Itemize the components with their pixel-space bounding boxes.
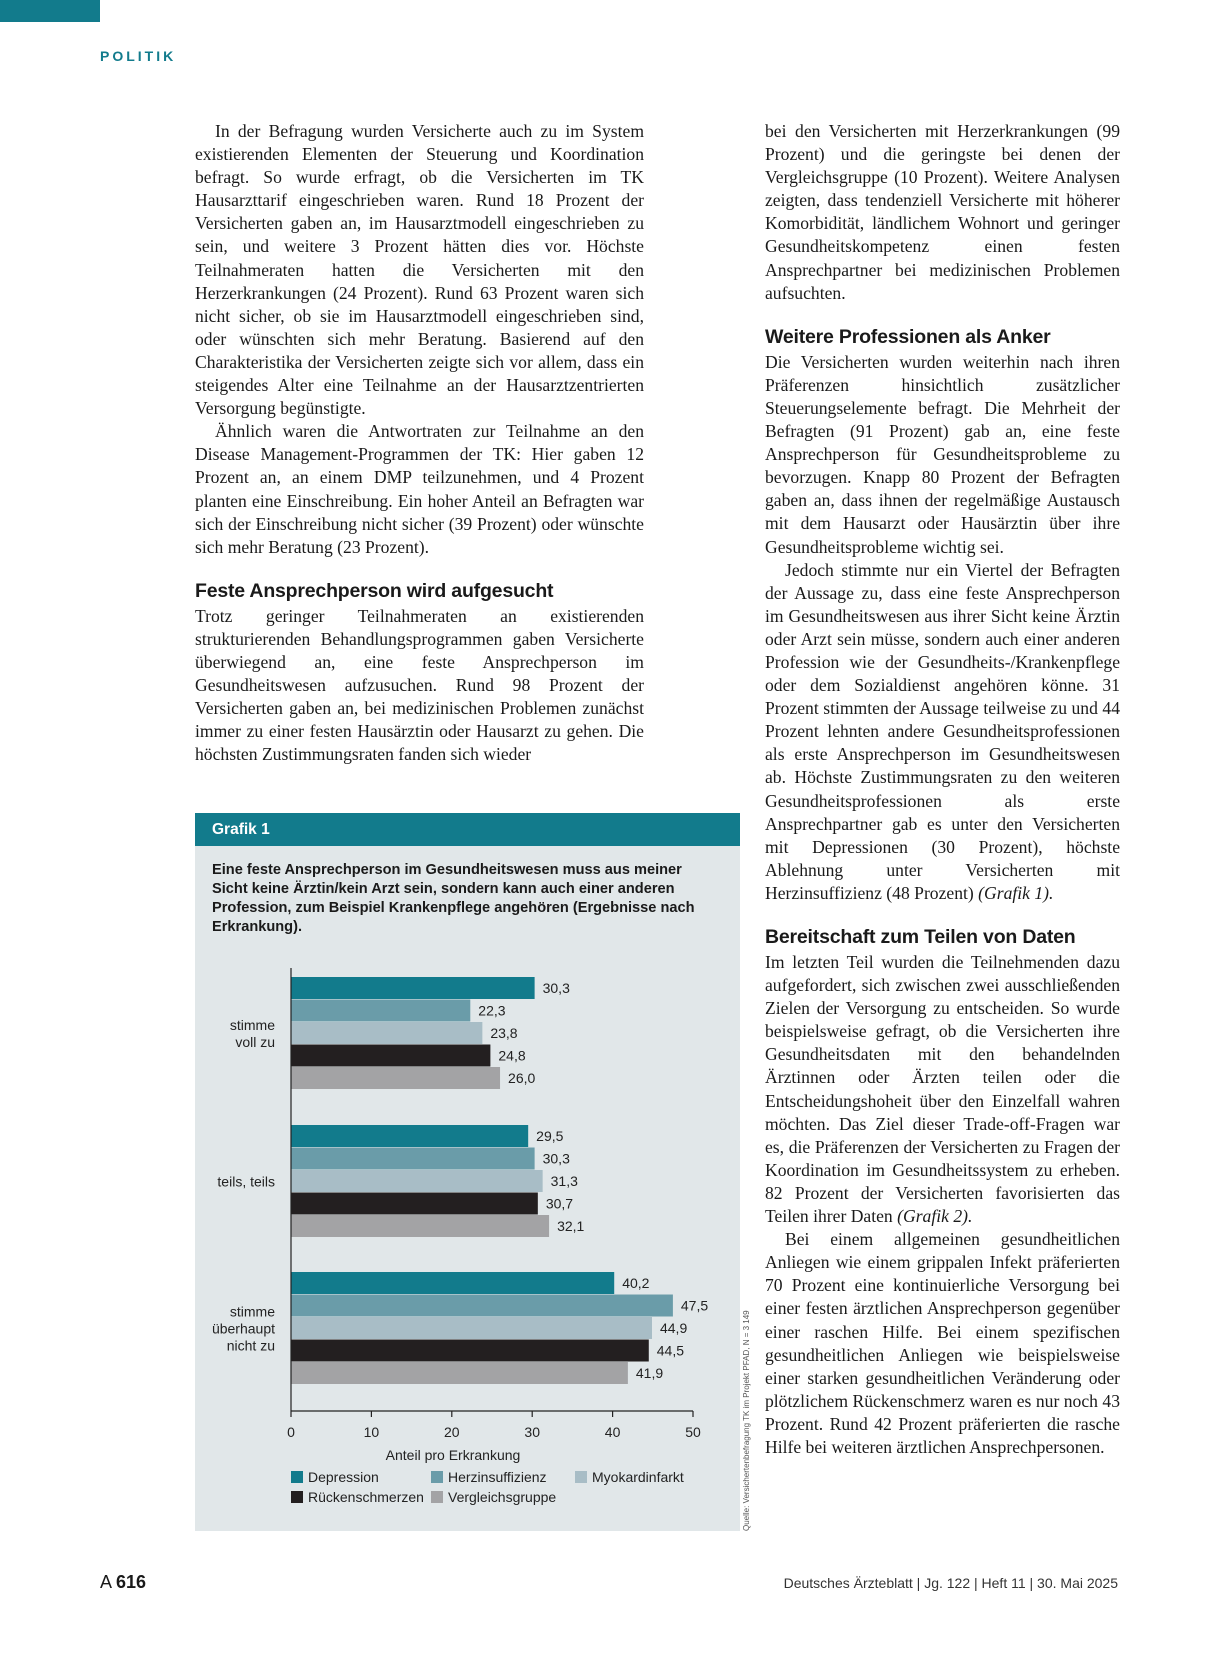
data-label: 44,5 bbox=[656, 1342, 685, 1359]
bar bbox=[291, 1215, 549, 1237]
data-label: 30,3 bbox=[542, 980, 570, 996]
legend-swatch bbox=[575, 1471, 587, 1483]
data-label: 41,9 bbox=[635, 1365, 664, 1381]
section-heading: Feste Ansprechperson wird aufgesucht bbox=[195, 579, 554, 602]
x-tick-label: 10 bbox=[363, 1424, 380, 1440]
bar bbox=[291, 1170, 543, 1192]
bar-chart bbox=[195, 813, 740, 1531]
legend-swatch bbox=[291, 1471, 303, 1483]
x-axis-title: Anteil pro Erkrankung bbox=[385, 1447, 521, 1463]
section-label: POLITIK bbox=[100, 48, 177, 64]
legend-swatch bbox=[291, 1491, 303, 1503]
data-label: 30,7 bbox=[545, 1195, 574, 1212]
bar bbox=[291, 1148, 535, 1170]
data-label: 26,0 bbox=[508, 1070, 536, 1086]
data-label: 30,3 bbox=[542, 1150, 570, 1167]
legend-swatch bbox=[431, 1491, 443, 1503]
page-number bbox=[100, 1572, 146, 1593]
category-label: überhaupt bbox=[211, 1320, 275, 1337]
figure-label: Grafik 1 bbox=[195, 813, 740, 846]
bar bbox=[291, 1125, 528, 1147]
bar bbox=[291, 1067, 500, 1089]
x-tick-label: 0 bbox=[287, 1424, 295, 1440]
section-heading: Bereitschaft zum Teilen von Daten bbox=[765, 926, 1076, 948]
bar bbox=[291, 1317, 652, 1339]
paragraph: Trotz geringer Teilnahmeraten an existierenden strukturierenden Behandlungsprogrammen gaben Versicherte überwiegend an, eine feste Ansprechperson im Gesundheitswesen aufzusuchen. Rund 98 Prozent der Versicherten gaben an, bei medizinischen Problemen zunächst immer zu einer festen Hausärztin oder Hausarzt zu gehen. Die höchsten Zustimmungsraten fanden sich wieder bbox=[195, 605, 644, 765]
category-label: nicht zu bbox=[226, 1337, 275, 1354]
paragraph bbox=[765, 951, 1120, 1228]
legend-label: Depression bbox=[308, 1469, 379, 1485]
figure-reference[interactable]: (Grafik 2). bbox=[897, 1206, 973, 1227]
left-column bbox=[195, 120, 644, 766]
paragraph-text: Jedoch stimmte nur ein Viertel der Befragten der Aussage zu, dass eine feste Ansprechperson im Gesundheitswesen aus ihrer Sicht keine Ärztin oder Arzt sein müsse, sondern auch einer anderen Profession wie der Gesundheits-/Krankenpflege oder dem Sozialdienst angehören könne. 31 Prozent stimmten der Aussage teilweise zu und 44 Prozent lehnten andere Gesundheitsprofessionen als erste Ansprechperson im Gesundheitswesen ab. Höchste Zustimmungsraten zu den weiteren Gesundheitsprofessionen als erste Ansprechpartner gab es unter den Versicherten mit Depressionen (30 Prozent), höchste Ablehnung unter Versicherten mit Herzinsuffizienz (48 Prozent) bbox=[765, 559, 1120, 903]
category-label: teils, teils bbox=[217, 1173, 275, 1190]
category-label: stimme bbox=[229, 1016, 275, 1033]
data-label: 40,2 bbox=[622, 1275, 650, 1291]
legend-label: Vergleichsgruppe bbox=[448, 1489, 557, 1505]
page-number-value: 616 bbox=[116, 1572, 147, 1592]
x-tick-label: 20 bbox=[444, 1424, 460, 1440]
page-prefix: A bbox=[100, 1572, 112, 1592]
legend-swatch bbox=[431, 1471, 443, 1483]
bar bbox=[291, 977, 535, 999]
right-column bbox=[765, 120, 1120, 1459]
category-label: stimme bbox=[229, 1303, 275, 1320]
figure-reference[interactable]: (Grafik 1). bbox=[978, 882, 1054, 903]
bar bbox=[291, 1045, 490, 1067]
x-tick-label: 40 bbox=[604, 1424, 621, 1440]
journal-info: Deutsches Ärzteblatt | Jg. 122 | Heft 11 | 30. Mai 2025 bbox=[783, 1575, 1118, 1591]
x-tick-label: 50 bbox=[685, 1424, 701, 1440]
category-label: voll zu bbox=[235, 1033, 275, 1050]
data-label: 22,3 bbox=[478, 1002, 506, 1019]
x-tick-label: 30 bbox=[524, 1424, 540, 1440]
legend-label: Myokardinfarkt bbox=[592, 1469, 684, 1485]
data-label: 47,5 bbox=[680, 1297, 709, 1314]
bar bbox=[291, 1022, 482, 1044]
section-heading: Weitere Professionen als Anker bbox=[765, 325, 1051, 348]
paragraph: Ähnlich waren die Antwortraten zur Teilnahme an den Disease Management-Programmen der TK: Hier gaben 12 Prozent an, an einem DMP teilzunehmen, und 4 Prozent planten eine Einschreibung. Ein hoher Anteil an Befragten war sich der Einschreibung nicht sicher (39 Prozent) oder wünschte sich mehr Beratung (23 Prozent). bbox=[195, 421, 644, 557]
data-label: 29,5 bbox=[536, 1128, 564, 1144]
figure-box bbox=[195, 813, 740, 1531]
header-accent-bar bbox=[0, 0, 100, 22]
bar bbox=[291, 1000, 470, 1022]
paragraph bbox=[765, 559, 1120, 905]
data-label: 23,8 bbox=[490, 1025, 518, 1041]
paragraph: Bei einem allgemeinen gesundheitlichen Anliegen wie einem grippalen Infekt präferierten 70 Prozent eine kontinuierliche Versorgung bei einer festen ärztlichen Ansprechperson gegenüber einer raschen Hilfe. Bei einem spezifischen gesundheitlichen Anliegen wie beispielsweise einer starken gesundheitlichen Veränderung oder plötzlichem Rückenschmerz waren es nur noch 43 Prozent. Rund 42 Prozent präferierten die rasche Hilfe bei weiteren ärztlichen Ansprechpersonen. bbox=[765, 1229, 1120, 1457]
paragraph: In der Befragung wurden Versicherte auch zu im System existierenden Elementen der Steuerung und Koordination befragt. So wurde erfragt, ob die Versicherten im TK Hausarzttarif eingeschrieben waren. Rund 18 Prozent der Versicherten gaben an, im Hausarztmodell eingeschrieben zu sein, und weitere 3 Prozent hätten dies vor. Höchste Teilnahmeraten hatten die Versicherten mit den Herzerkrankungen (24 Prozent). Rund 63 Prozent waren sich nicht sicher, ob sie im Hausarztmodell eingeschrieben sind, oder wünschten sich mehr Beratung. Basierend auf den Charakteristika der Versicherten zeigte sich vor allem, dass ein steigendes Alter eine Teilnahme an der Hausarztzentrierten Versorgung begünstigte. bbox=[195, 121, 644, 419]
legend-label: Rückenschmerzen bbox=[308, 1489, 424, 1505]
bar bbox=[291, 1272, 614, 1294]
legend-label: Herzinsuffizienz bbox=[448, 1469, 547, 1485]
bar bbox=[291, 1295, 673, 1317]
paragraph: Die Versicherten wurden weiterhin nach ihren Präferenzen hinsichtlich zusätzlicher Steuerungselemente befragt. Die Mehrheit der Befragten (91 Prozent) gab an, eine feste Ansprechperson für Gesundheitsprobleme zu bevorzugen. Knapp 80 Prozent der Befragten gaben an, dass ihnen der regelmäßige Austausch mit dem Hausarzt oder Hausärztin über ihre Gesundheitsprobleme wichtig sei. bbox=[765, 351, 1120, 557]
data-label: 31,3 bbox=[550, 1173, 578, 1189]
data-label: 32,1 bbox=[557, 1218, 585, 1234]
bar bbox=[291, 1362, 628, 1384]
paragraph-text: Im letzten Teil wurden die Teilnehmenden dazu aufgefordert, sich zwischen zwei ausschließenden Zielen der Versorgung zu entscheiden. So wurde beispielsweise gefragt, ob die Versicherten ihre Gesundheitsdaten mit den behandelnden Ärztinnen oder Ärzten teilen oder die Entscheidungshoheit über den Einzelfall wahren möchten. Das Ziel dieser Trade-off-Fragen war es, die Präferenzen der Versicherten zu Fragen der Koordination im Gesundheitssystem zu erheben. 82 Prozent der Versicherten favorisierten das Teilen ihrer Daten bbox=[765, 952, 1120, 1227]
bar bbox=[291, 1193, 538, 1215]
figure-source: Quelle: Versichertenbefragung TK im Projekt PFAD, N = 3 149 bbox=[742, 1310, 751, 1531]
data-label: 44,9 bbox=[659, 1320, 688, 1336]
bar bbox=[291, 1340, 649, 1362]
paragraph: bei den Versicherten mit Herzerkrankungen (99 Prozent) und die geringste bei denen der Vergleichsgruppe (10 Prozent). Weitere Analysen zeigten, dass tendenziell Versicherte mit höherer Komorbidität, ländlichem Wohnort und geringer Gesundheitskompetenz einen festen Ansprechpartner bei medizinischen Problemen aufsuchten. bbox=[765, 121, 1120, 303]
figure-caption: Eine feste Ansprechperson im Gesundheitswesen muss aus meiner Sicht keine Ärztin/kein Arzt sein, sondern kann auch einer anderen Profession, zum Beispiel Krankenpflege angehören (Ergebnisse nach Erkrankung). bbox=[212, 862, 695, 935]
data-label: 24,8 bbox=[498, 1047, 526, 1064]
